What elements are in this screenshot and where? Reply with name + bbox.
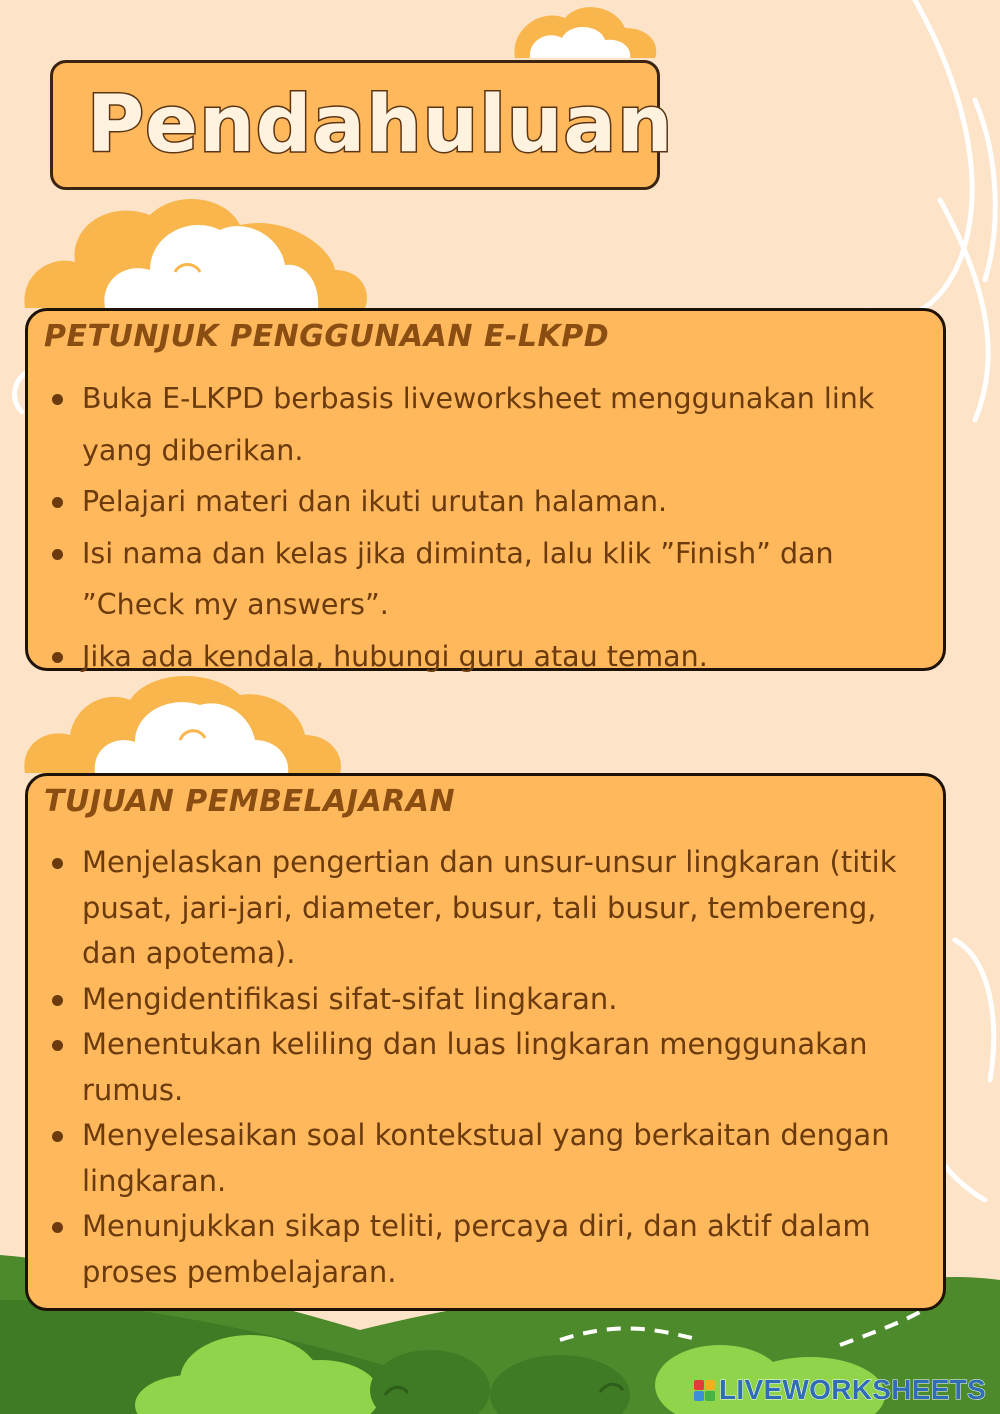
list-item-text: Menyelesaikan soal kontekstual yang berkaitan dengan lingkaran. (82, 1118, 890, 1198)
list-item-text: Menunjukkan sikap teliti, percaya diri, dan aktif dalam proses pembelajaran. (82, 1209, 871, 1289)
objectives-card (25, 773, 946, 1311)
bullet-icon (52, 1131, 63, 1142)
bullet-icon (52, 1222, 63, 1233)
logo-square (694, 1391, 704, 1401)
list-item-text: Menentukan keliling dan luas lingkaran menggunakan rumus. (82, 1027, 868, 1107)
instructions-heading: PETUNJUK PENGGUNAAN E-LKPD (44, 319, 610, 354)
title-banner (50, 60, 674, 190)
bullet-icon (52, 995, 63, 1006)
list-item-text: Isi nama dan kelas jika diminta, lalu klik ”Finish” dan ”Check my answers”. (82, 536, 834, 621)
objectives-heading: TUJUAN PEMBELAJARAN (44, 784, 456, 819)
list-item (48, 977, 925, 1023)
logo-square (705, 1391, 715, 1401)
list-item (48, 631, 925, 683)
list-item (48, 840, 925, 977)
cloud-left-1 (24, 199, 367, 308)
bullet-icon (52, 497, 63, 508)
logo-square (694, 1380, 704, 1390)
list-item (48, 373, 925, 476)
liveworksheets-logo-icon (694, 1380, 715, 1401)
liveworksheets-watermark[interactable] (694, 1375, 986, 1405)
list-item (48, 528, 925, 631)
list-item-text: Menjelaskan pengertian dan unsur-unsur lingkaran (titik pusat, jari-jari, diameter, busur, tali busur, tembereng, dan apotema). (82, 845, 897, 970)
page-title: Pendahuluan (87, 80, 674, 170)
instructions-card (25, 308, 946, 671)
instructions-list (48, 373, 925, 682)
cloud-left-2 (24, 676, 341, 773)
watermark-text: LIVEWORKSHEETS (719, 1374, 987, 1405)
cloud-top (514, 7, 656, 58)
list-item-text: Pelajari materi dan ikuti urutan halaman. (82, 485, 668, 518)
list-item-text: Buka E-LKPD berbasis liveworksheet menggunakan link yang diberikan. (82, 382, 875, 467)
bullet-icon (52, 858, 63, 869)
bullet-icon (52, 549, 63, 560)
list-item (48, 1204, 925, 1295)
list-item (48, 1022, 925, 1113)
list-item-text: Mengidentifikasi sifat-sifat lingkaran. (82, 981, 618, 1016)
bullet-icon (52, 1040, 63, 1051)
logo-square (705, 1380, 715, 1390)
list-item (48, 1113, 925, 1204)
objectives-list (48, 840, 925, 1295)
list-item-text: Jika ada kendala, hubungi guru atau teman. (82, 639, 708, 673)
bullet-icon (52, 652, 63, 663)
list-item (48, 476, 925, 528)
bullet-icon (52, 394, 63, 405)
